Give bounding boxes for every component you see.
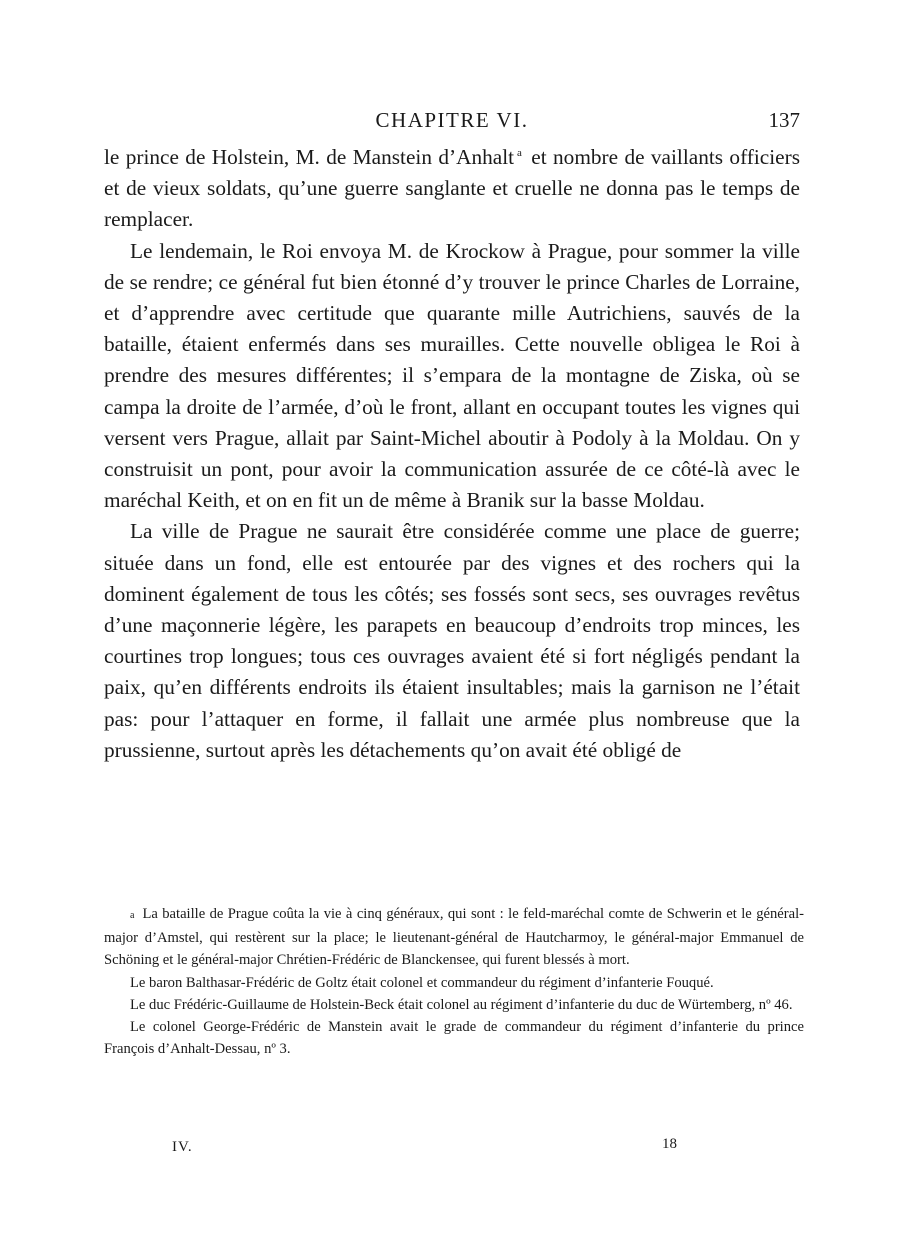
page-number: 137 xyxy=(768,108,800,132)
sheet-number: 18 xyxy=(662,1136,677,1152)
body-text xyxy=(104,142,800,766)
footnote-a-text: La bataille de Prague coûta la vie à cinq généraux, qui sont : le feld-maréchal comte de Schwerin et le général-major d’Amstel, qui restèrent sur la place; le lieutenant-général de Hautcharmoy, le général-major Emmanuel de Schöning et le général-major Chrétien-Frédéric de Blanckensee, qui furent blessés à mort. xyxy=(104,906,804,969)
paragraph-2: Le lendemain, le Roi envoya M. de Krockow à Prague, pour sommer la ville de se rendre; ce général fut bien étonné d’y trouver le prince Charles de Lorraine, et d’apprendre avec certitude que quarante mille Autrichiens, sauvés de la bataille, étaient enfermés dans ses murailles. Cette nouvelle obligea le Roi à prendre des mesures différentes; il s’empara de la montagne de Ziska, où se campa la droite de l’armée, d’où le front, allant en occupant toutes les vignes qui versent vers Prague, allait par Saint-Michel aboutir à Podoly à la Moldau. On y construisit un pont, pour avoir la communication assurée de ce côté-là avec le maréchal Keith, et on en fit un de même à Branik sur la basse Moldau. xyxy=(104,238,800,513)
volume-signature: IV. xyxy=(172,1139,193,1155)
running-head xyxy=(104,108,800,142)
footnote-manstein: Le colonel George-Frédéric de Manstein avait le grade de commandeur du régiment d’infanterie du prince François d’Anhalt-Dessau, nº 3. xyxy=(104,1019,804,1058)
paragraph-1-start: le prince de Holstein, M. de Manstein d’Anhalt xyxy=(104,145,515,169)
footnotes xyxy=(104,903,804,1060)
chapter-title: CHAPITRE VI. xyxy=(375,108,529,132)
footnote-goltz: Le baron Balthasar-Frédéric de Goltz était colonel et commandeur du régiment d’infanterie Fouqué. xyxy=(130,974,714,991)
footnote-holstein: Le duc Frédéric-Guillaume de Holstein-Beck était colonel au régiment d’infanterie du duc de Würtemberg, nº 46. xyxy=(130,996,793,1013)
paragraph-1-end: et nombre de vaillants officiers et de vieux soldats, qu’une guerre sanglante et cruelle ne donna pas le temps de remplacer. xyxy=(104,145,800,232)
footnote-a xyxy=(104,903,804,972)
page-content xyxy=(104,108,800,766)
footnote-mark-a: a xyxy=(130,910,135,921)
footnote-reference-a: a xyxy=(517,146,522,159)
paragraph-1 xyxy=(104,142,800,236)
paragraph-3: La ville de Prague ne saurait être considérée comme une place de guerre; située dans un fond, elle est entourée par des vignes et des rochers qui la dominent également de tous les côtés; ses fossés sont secs, ses ouvrages revêtus d’une maçonnerie légère, les parapets en beaucoup d’endroits trop minces, les courtines trop longues; tous ces ouvrages avaient été si fort négligés pendant la paix, qu’en différents endroits ils étaient insultables; mais la garnison ne l’était pas: pour l’attaquer en forme, il fallait une armée plus nombreuse que la prussienne, surtout après les détachements qu’on avait été obligé de xyxy=(104,519,800,762)
